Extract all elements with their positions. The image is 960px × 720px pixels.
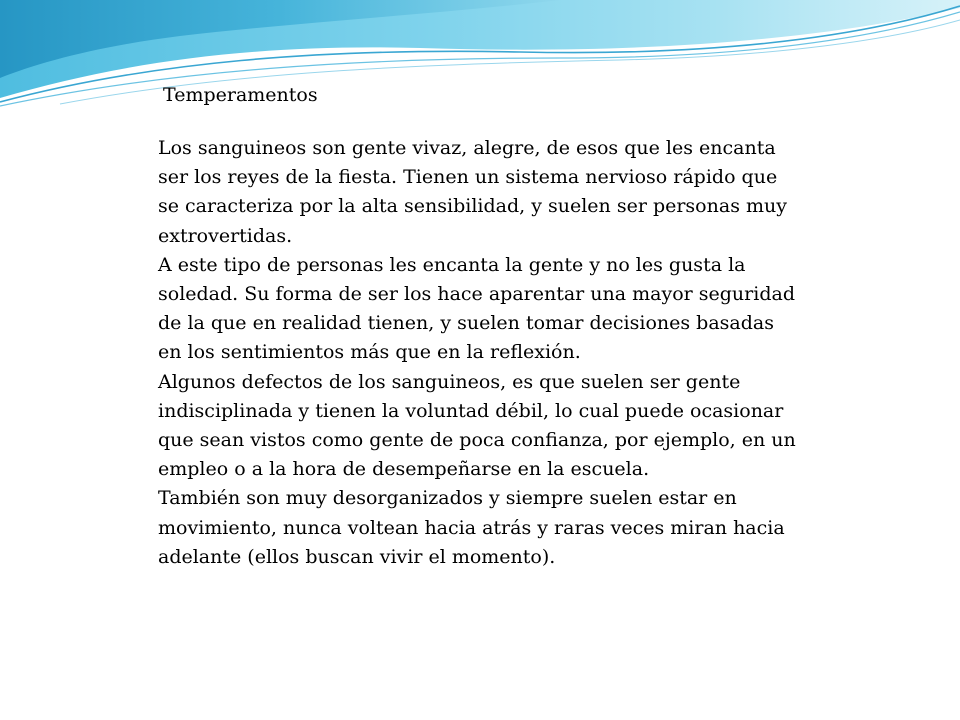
paragraph-1: Los sanguineos son gente vivaz, alegre, de esos que les encanta ser los reyes de la fiesta. Tienen un sistema nervioso rápido que se caracteriza por la alta sensibilidad, y suelen ser personas muy extrovertidas.	[158, 137, 787, 247]
paragraph-4: También son muy desorganizados y siempre suelen estar en movimiento, nunca voltean hacia atrás y raras veces miran hacia adelante (ellos buscan vivir el momento).	[158, 487, 785, 568]
header-wave-decoration	[0, 0, 960, 120]
slide-title: Temperamentos	[163, 84, 318, 106]
slide-body	[158, 134, 798, 572]
paragraph-2: A este tipo de personas les encanta la gente y no les gusta la soledad. Su forma de ser los hace aparentar una mayor seguridad de la que en realidad tienen, y suelen tomar decisiones basadas en los sentimientos más que en la reflexión.	[158, 253, 795, 364]
paragraph-3: Algunos defectos de los sanguineos, es que suelen ser gente indisciplinada y tienen la voluntad débil, lo cual puede ocasionar que sean vistos como gente de poca confianza, por ejemplo, en un empleo o a la hora de desempeñarse en la escuela.	[158, 370, 796, 481]
